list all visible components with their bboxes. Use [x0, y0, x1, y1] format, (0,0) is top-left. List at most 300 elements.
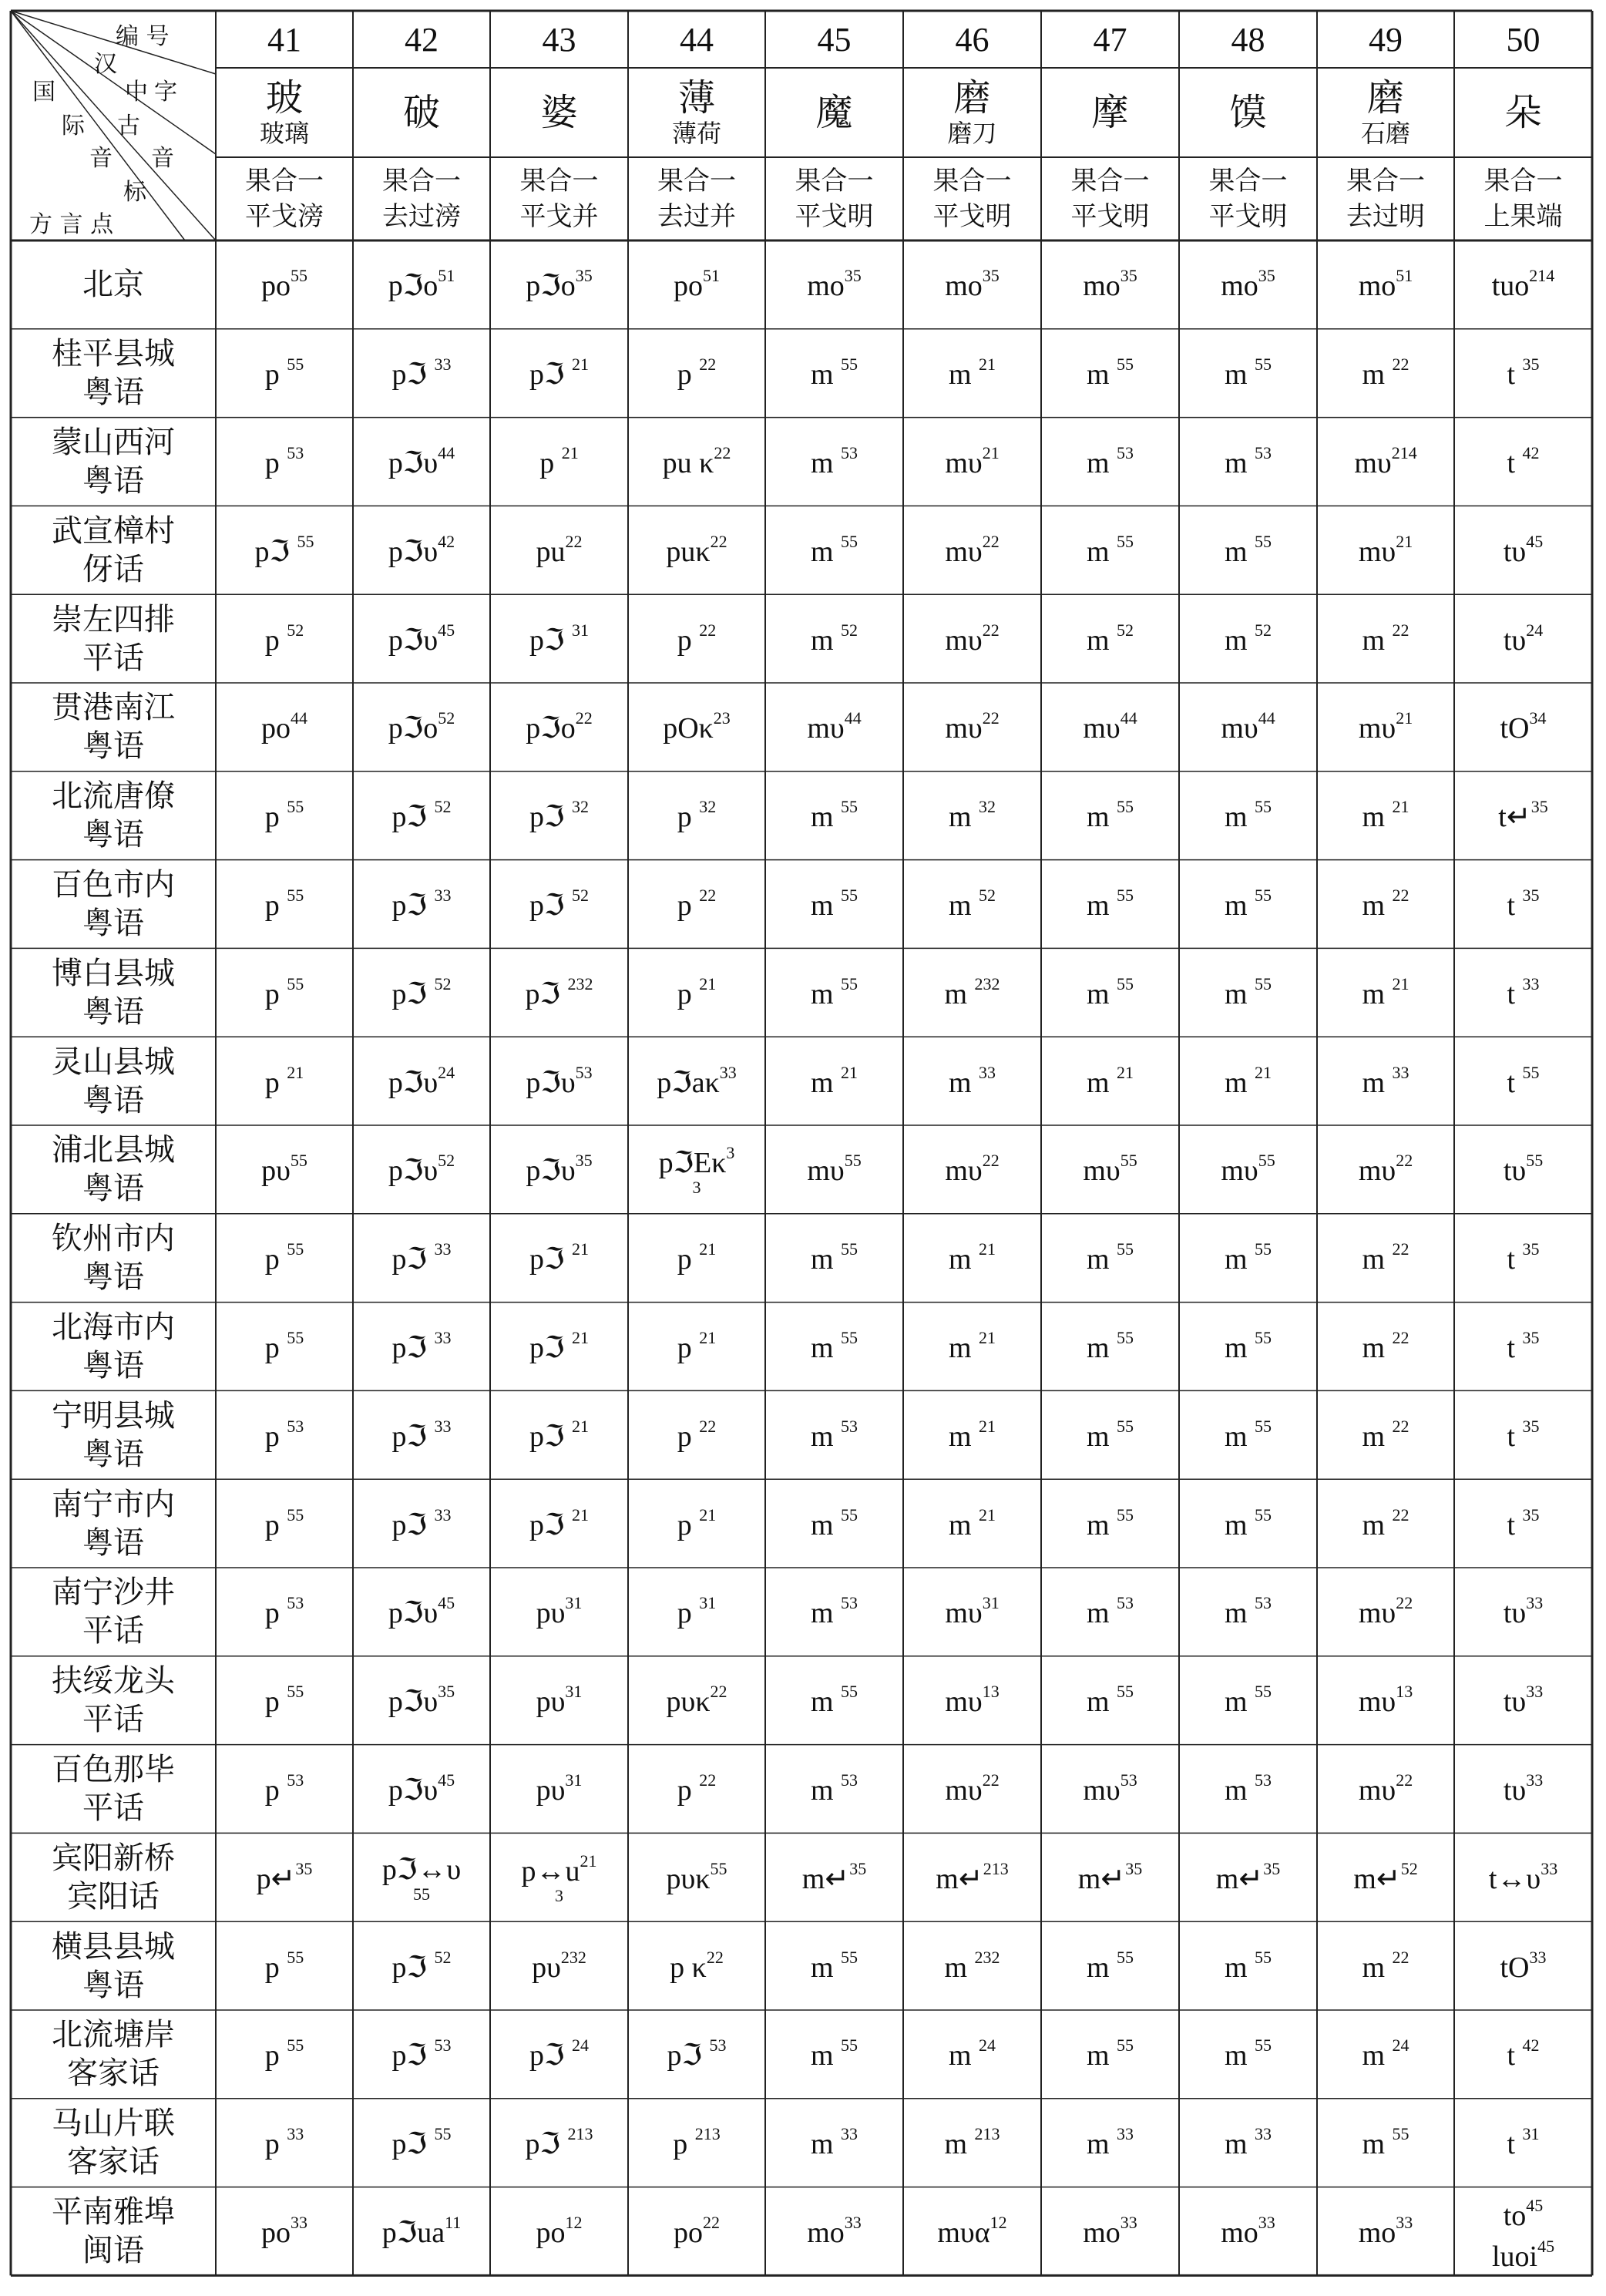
column-middle-chinese	[903, 157, 1041, 240]
tone-number: 55	[710, 1858, 727, 1878]
dialect-point	[11, 1568, 216, 1656]
tone-number: 232	[974, 1947, 1000, 1967]
pronunciation-line	[529, 1417, 589, 1454]
tone-number: 55	[1117, 1504, 1134, 1525]
pronunciation-cell	[628, 1568, 765, 1656]
ipa-segment: m	[1224, 2039, 1255, 2072]
pronunciation-cell	[628, 860, 765, 949]
ipa-segment: mυ	[945, 624, 983, 657]
pronunciation-line	[1225, 1239, 1272, 1276]
tone-number: 21	[699, 1239, 717, 1259]
tone-number: 213	[694, 2124, 721, 2144]
tone-number: 53	[841, 1770, 858, 1790]
tone-number: 22	[1392, 1947, 1409, 1967]
dialect-type: 平话	[82, 1790, 144, 1826]
pronunciation-line	[265, 355, 304, 392]
tone-number-continued: 55	[413, 1884, 430, 1904]
tone-number: 22	[699, 885, 717, 905]
ipa-segment: m	[810, 535, 842, 568]
ipa-segment: pℑ	[391, 1508, 435, 1541]
middle-chinese-rhyme: 果合一	[795, 166, 874, 197]
tone-number: 55	[1117, 1682, 1134, 1702]
dialect-place: 马山片联	[52, 2106, 175, 2142]
middle-chinese-tone: 平戈明	[1070, 201, 1150, 232]
tone-number: 35	[438, 1682, 455, 1702]
tone-number: 45	[438, 1593, 455, 1613]
pronunciation-line	[811, 1239, 858, 1276]
tone-number: 53	[1255, 1770, 1272, 1790]
tone-number: 35	[1522, 1239, 1540, 1259]
ipa-segment: m	[1086, 446, 1117, 479]
pronunciation-cell	[1179, 594, 1317, 683]
tone-number: 21	[572, 1239, 589, 1259]
pronunciation-cell	[1179, 948, 1317, 1037]
pronunciation-line	[265, 1682, 304, 1719]
dialect-point	[11, 948, 216, 1037]
tone-number: 55	[287, 1239, 304, 1259]
pronunciation-line	[811, 1063, 858, 1100]
pronunciation-line	[677, 1239, 717, 1276]
tone-number: 55	[1117, 1239, 1134, 1259]
tone-number: 21	[699, 1327, 717, 1347]
pronunciation-cell	[490, 1214, 628, 1303]
tone-number: 33	[1396, 2212, 1413, 2232]
column-character	[216, 68, 353, 157]
pronunciation-cell	[903, 1479, 1041, 1568]
pronunciation-cell	[353, 329, 490, 418]
pronunciation-cell	[628, 2099, 765, 2187]
tone-number: 42	[1522, 442, 1540, 462]
pronunciation-line	[949, 355, 996, 392]
pronunciation-line	[526, 1151, 592, 1188]
pronunciation-cell	[1179, 860, 1317, 949]
ipa-segment: pυ	[536, 1773, 566, 1807]
dialect-point	[11, 1214, 216, 1303]
pronunciation-line	[945, 266, 1000, 303]
dialect-type: 粤语	[82, 817, 144, 853]
pronunciation-cell	[353, 1214, 490, 1303]
ipa-segment: p	[677, 889, 700, 922]
tone-number: 55	[841, 797, 858, 817]
tone-number: 21	[1117, 1062, 1134, 1082]
ipa-segment: m	[1086, 2039, 1117, 2072]
pronunciation-cell	[628, 1479, 765, 1568]
pronunciation-cell	[1179, 1303, 1317, 1391]
pronunciation-cell	[628, 1214, 765, 1303]
tone-number: 53	[841, 442, 858, 462]
ipa-segment: pℑυ	[388, 1686, 438, 1719]
ipa-segment: m	[948, 1243, 979, 1276]
ipa-segment: m	[944, 1951, 975, 1984]
pronunciation-line	[1087, 1328, 1134, 1365]
pronunciation-line	[674, 266, 720, 303]
ipa-segment: p	[539, 446, 562, 479]
ipa-segment: t	[1507, 446, 1523, 479]
ipa-segment: p	[677, 1508, 700, 1541]
pronunciation-cell	[490, 418, 628, 506]
pronunciation-cell	[628, 1656, 765, 1745]
tone-number: 21	[572, 1327, 589, 1347]
pronunciation-line	[1087, 1505, 1134, 1542]
ipa-segment: pℑ	[391, 1331, 435, 1364]
ipa-segment: m	[810, 1597, 842, 1630]
pronunciation-line	[1362, 1063, 1409, 1100]
ipa-segment: pℑ	[391, 801, 435, 834]
tone-number: 55	[841, 1239, 858, 1259]
pronunciation-line	[667, 1859, 727, 1896]
pronunciation-cell	[1179, 1390, 1317, 1479]
pronunciation-cell	[1317, 1921, 1454, 2010]
pronunciation-line	[265, 886, 304, 923]
corner-label: 古	[117, 113, 140, 140]
tone-number: 33	[1117, 2124, 1134, 2144]
pronunciation-line	[945, 1770, 999, 1807]
ipa-segment: pℑ	[529, 358, 572, 392]
pronunciation-cell	[903, 2099, 1041, 2187]
ipa-segment: pℑ	[391, 1951, 435, 1984]
dialect-point	[11, 1037, 216, 1125]
pronunciation-cell	[353, 683, 490, 771]
pronunciation-cell	[1454, 1568, 1592, 1656]
pronunciation-line	[1083, 708, 1137, 745]
ipa-segment: p	[677, 1331, 700, 1364]
ipa-segment: m	[1224, 977, 1255, 1010]
pronunciation-line	[677, 620, 717, 657]
pronunciation-cell	[903, 1125, 1041, 1214]
tone-number: 55	[1117, 531, 1134, 551]
pronunciation-line	[392, 1948, 452, 1985]
tone-number: 31	[565, 1770, 583, 1790]
pronunciation-line	[807, 1151, 861, 1188]
column-character	[490, 68, 628, 157]
pronunciation-cell	[353, 506, 490, 594]
pronunciation-cell	[1179, 418, 1317, 506]
pronunciation-cell	[1317, 1037, 1454, 1125]
pronunciation-cell	[1317, 683, 1454, 771]
pronunciation-cell	[490, 506, 628, 594]
ipa-segment: m	[1224, 1066, 1255, 1099]
tone-number: 21	[572, 355, 589, 375]
tone-number: 22	[1392, 1416, 1409, 1436]
pronunciation-line	[949, 1328, 996, 1365]
pronunciation-cell	[903, 1745, 1041, 1834]
dialect-point	[11, 594, 216, 683]
ipa-segment: pℑ	[525, 2128, 568, 2161]
pronunciation-line	[1362, 620, 1409, 657]
dialect-place: 蒙山西河	[52, 424, 175, 460]
ipa-segment: p	[677, 358, 700, 392]
pronunciation-cell	[1041, 683, 1179, 771]
ipa-segment: p↔u	[521, 1854, 580, 1888]
pronunciation-cell	[1317, 2187, 1454, 2276]
tone-number: 31	[699, 1593, 717, 1613]
pronunciation-line	[949, 1505, 996, 1542]
pronunciation-cell	[1454, 1303, 1592, 1391]
pronunciation-cell	[765, 1390, 903, 1479]
dialect-type: 粤语	[82, 1436, 144, 1472]
corner-label: 国	[32, 79, 55, 106]
pronunciation-cell	[216, 860, 353, 949]
pronunciation-cell	[1041, 2099, 1179, 2187]
pronunciation-line	[392, 1328, 452, 1365]
pronunciation-line	[1359, 708, 1413, 745]
ipa-segment: pℑo	[388, 270, 438, 303]
tone-number: 55	[841, 1947, 858, 1967]
tone-number: 52	[287, 620, 304, 640]
pronunciation-cell	[216, 506, 353, 594]
pronunciation-cell	[216, 1037, 353, 1125]
pronunciation-line	[1087, 532, 1134, 569]
pronunciation-cell	[353, 1833, 490, 1921]
pronunciation-line	[1083, 1151, 1137, 1188]
tone-number: 213	[567, 2124, 593, 2144]
dialect-type: 粤语	[82, 1171, 144, 1207]
ipa-segment: m	[810, 624, 842, 657]
pronunciation-line	[1359, 532, 1413, 569]
pronunciation-line	[658, 1143, 735, 1198]
pronunciation-cell	[1179, 683, 1317, 771]
pronunciation-cell	[628, 771, 765, 860]
column-gloss: 磨刀	[947, 119, 997, 148]
column-character-text: 婆	[540, 91, 578, 134]
pronunciation-cell	[353, 594, 490, 683]
tone-number: 35	[982, 266, 1000, 286]
ipa-segment: m	[1362, 2128, 1393, 2161]
dialect-point	[11, 860, 216, 949]
dialect-type: 粤语	[82, 1082, 144, 1118]
ipa-segment: m	[948, 889, 979, 922]
tone-number: 21	[572, 1416, 589, 1436]
tone-number: 33	[1258, 2212, 1275, 2232]
pronunciation-line	[811, 443, 858, 480]
pronunciation-cell	[1454, 2187, 1592, 2276]
pronunciation-cell	[628, 418, 765, 506]
pronunciation-cell	[1041, 1656, 1179, 1745]
pronunciation-line	[1362, 886, 1409, 923]
column-character	[1041, 68, 1179, 157]
pronunciation-cell	[1454, 1479, 1592, 1568]
pronunciation-cell	[353, 860, 490, 949]
tone-number: 52	[434, 797, 452, 817]
tone-number: 55	[1255, 797, 1272, 817]
pronunciation-cell	[903, 2010, 1041, 2099]
pronunciation-line	[1083, 2213, 1137, 2250]
column-number	[1041, 11, 1179, 68]
tone-number: 55	[841, 885, 858, 905]
tone-number: 35	[1263, 1858, 1281, 1878]
ipa-segment: pℑEκ	[658, 1147, 727, 1180]
pronunciation-cell	[1454, 1921, 1592, 2010]
pronunciation-cell	[1317, 2099, 1454, 2187]
pronunciation-cell	[628, 1833, 765, 1921]
pronunciation-line	[1507, 1239, 1539, 1276]
pronunciation-cell	[216, 1479, 353, 1568]
column-number	[1317, 11, 1454, 68]
ipa-segment: tυ	[1503, 535, 1527, 568]
ipa-segment: tO	[1500, 1951, 1530, 1984]
tone-number: 32	[699, 797, 717, 817]
tone-number: 35	[295, 1858, 313, 1878]
tone-number: 22	[575, 708, 593, 728]
tone-number: 21	[979, 1416, 996, 1436]
tone-number: 45	[1526, 2195, 1544, 2215]
tone-number: 21	[1392, 797, 1409, 817]
pronunciation-cell	[765, 771, 903, 860]
pronunciation-line	[1225, 974, 1272, 1011]
column-middle-chinese	[1041, 157, 1179, 240]
ipa-segment: m	[810, 977, 842, 1010]
pronunciation-cell	[216, 683, 353, 771]
ipa-segment: mυ	[807, 1155, 845, 1188]
pronunciation-line	[388, 266, 455, 303]
pronunciation-cell	[1179, 1037, 1317, 1125]
ipa-segment: m	[1362, 624, 1393, 657]
pronunciation-cell	[1317, 948, 1454, 1037]
pronunciation-cell	[765, 683, 903, 771]
middle-chinese-rhyme: 果合一	[245, 166, 324, 197]
pronunciation-line	[657, 1063, 737, 1100]
dialect-type: 粤语	[82, 462, 144, 499]
pronunciation-cell	[216, 1390, 353, 1479]
tone-number: 232	[567, 973, 593, 993]
pronunciation-cell	[903, 418, 1041, 506]
pronunciation-line	[388, 708, 455, 745]
ipa-segment: m	[1224, 446, 1255, 479]
tone-number: 55	[297, 531, 314, 551]
pronunciation-line	[1359, 1682, 1413, 1719]
ipa-segment: t	[1507, 1508, 1523, 1541]
pronunciation-line	[529, 1505, 589, 1542]
ipa-segment: m	[1224, 801, 1255, 834]
pronunciation-cell	[628, 1921, 765, 2010]
pronunciation-cell	[490, 771, 628, 860]
tone-number: 22	[699, 1416, 717, 1436]
dialect-place: 崇左四排	[52, 601, 175, 637]
ipa-segment: pℑ	[391, 1420, 435, 1453]
pronunciation-line	[1225, 532, 1272, 569]
ipa-segment: m	[948, 1508, 979, 1541]
pronunciation-line	[529, 797, 589, 834]
ipa-segment: mυ	[945, 1686, 983, 1719]
pronunciation-line	[529, 886, 589, 923]
tone-number: 32	[979, 797, 996, 817]
pronunciation-line	[1507, 2124, 1539, 2161]
tone-number: 53	[841, 1593, 858, 1613]
pronunciation-line	[1087, 1682, 1134, 1719]
pronunciation-cell	[628, 2010, 765, 2099]
tone-number: 33	[287, 2124, 304, 2144]
ipa-segment: pℑ	[391, 2039, 435, 2072]
pronunciation-cell	[353, 240, 490, 329]
pronunciation-cell	[628, 506, 765, 594]
pronunciation-cell	[628, 683, 765, 771]
ipa-segment: m	[810, 1066, 842, 1099]
ipa-segment: p	[677, 1597, 700, 1630]
pronunciation-cell	[1179, 1656, 1317, 1745]
pronunciation-line	[667, 2035, 727, 2072]
dialect-place: 宁明县城	[52, 1397, 175, 1434]
pronunciation-line	[526, 708, 593, 745]
column-middle-chinese	[765, 157, 903, 240]
pronunciation-line	[1507, 443, 1539, 480]
pronunciation-cell	[765, 1303, 903, 1391]
pronunciation-cell	[903, 240, 1041, 329]
ipa-segment: p	[677, 1773, 700, 1807]
ipa-segment: pℑ	[391, 358, 435, 392]
pronunciation-line	[522, 1851, 597, 1904]
pronunciation-cell	[1041, 1479, 1179, 1568]
corner-label: 音	[151, 145, 174, 172]
pronunciation-cell	[1041, 771, 1179, 860]
tone-number: 21	[572, 1504, 589, 1525]
pronunciation-line	[255, 532, 314, 569]
pronunciation-cell	[628, 1037, 765, 1125]
column-character-text: 玻	[265, 76, 303, 119]
pronunciation-cell	[353, 1479, 490, 1568]
tone-number: 55	[1255, 1504, 1272, 1525]
pronunciation-cell	[765, 418, 903, 506]
tone-number: 45	[1526, 531, 1544, 551]
ipa-segment: m↵	[1077, 1862, 1126, 1895]
pronunciation-line	[529, 1239, 589, 1276]
column-middle-chinese	[353, 157, 490, 240]
pronunciation-line	[265, 1948, 304, 1985]
dialect-type: 平话	[82, 1702, 144, 1738]
ipa-segment: pℑ	[667, 2039, 710, 2072]
tone-number: 53	[575, 1062, 593, 1082]
ipa-segment: mυα	[937, 2216, 990, 2249]
pronunciation-line	[1354, 443, 1416, 480]
ipa-segment: pℑυ	[388, 1066, 438, 1099]
pronunciation-line	[949, 1417, 996, 1454]
tone-number: 21	[1392, 973, 1409, 993]
pronunciation-line	[944, 974, 1000, 1011]
ipa-segment: pℑ	[529, 1331, 572, 1364]
pronunciation-line	[670, 1948, 724, 1985]
pronunciation-cell	[1454, 240, 1592, 329]
pronunciation-cell	[1041, 1037, 1179, 1125]
tone-number: 22	[710, 1682, 727, 1702]
pronunciation-line	[388, 532, 455, 569]
pronunciation-line	[392, 1239, 452, 1276]
ipa-segment: m	[810, 1951, 842, 1984]
tone-number: 21	[979, 1504, 996, 1525]
pronunciation-line	[1225, 2035, 1272, 2072]
pronunciation-cell	[765, 1037, 903, 1125]
dialect-type: 闽语	[82, 2232, 144, 2268]
dialect-type: 粤语	[82, 1525, 144, 1561]
tone-number: 32	[572, 797, 589, 817]
column-number	[903, 11, 1041, 68]
ipa-segment: t	[1507, 977, 1523, 1010]
tone-number: 52	[434, 1947, 452, 1967]
ipa-segment: pυ	[536, 1597, 566, 1630]
dialect-point	[11, 1303, 216, 1391]
pronunciation-cell	[903, 860, 1041, 949]
ipa-segment: po	[674, 270, 703, 303]
tone-number: 35	[1522, 1504, 1540, 1525]
tone-number: 55	[1117, 1947, 1134, 1967]
tone-number: 52	[438, 1151, 455, 1171]
column-character	[353, 68, 490, 157]
pronunciation-line	[261, 266, 307, 303]
tone-number: 51	[1396, 266, 1413, 286]
pronunciation-cell	[765, 506, 903, 594]
pronunciation-line	[1087, 1948, 1134, 1985]
tone-number: 55	[841, 355, 858, 375]
tone-number: 22	[1396, 1593, 1413, 1613]
ipa-segment: m	[948, 358, 979, 392]
